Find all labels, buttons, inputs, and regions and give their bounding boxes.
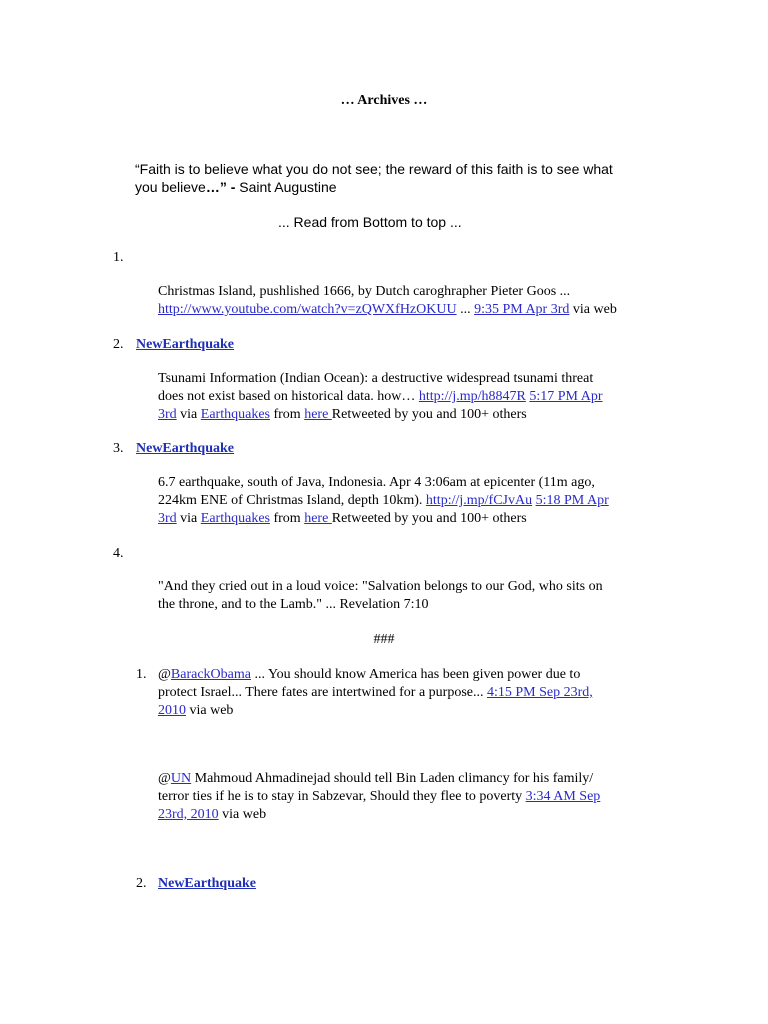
- list-item: [158, 666, 658, 720]
- handle-link[interactable]: NewEarthquake: [136, 441, 235, 456]
- page-title: … Archives …: [340, 93, 428, 108]
- timestamp-link[interactable]: 5:17 PM Apr: [529, 389, 603, 404]
- list-item: [158, 474, 658, 528]
- entry-via: via web: [569, 302, 617, 317]
- entry-line: 6.7 earthquake, south of Java, Indonesia. Apr 4 3:06am at epicenter (11m ago,: [158, 475, 595, 490]
- entry-via: via web: [186, 703, 234, 718]
- list-number: 1.: [113, 250, 124, 265]
- timestamp-link-cont[interactable]: 23rd, 2010: [158, 807, 219, 822]
- list-number: 3.: [113, 441, 124, 456]
- short-link[interactable]: http://j.mp/fCJvAu: [425, 493, 533, 508]
- entry-line: Mahmoud Ahmadinejad should tell Bin Laden climancy for his family/: [191, 771, 594, 786]
- list-item: [158, 283, 658, 319]
- user-link[interactable]: BarackObama: [170, 667, 251, 682]
- timestamp-link[interactable]: 3:34 AM Sep: [525, 789, 601, 804]
- entry-text: Christmas Island, pushlished 1666, by Dutch caroghrapher Pieter Goos ...: [158, 284, 571, 299]
- user-link[interactable]: UN: [170, 771, 192, 786]
- here-link[interactable]: here: [304, 511, 332, 526]
- entry-line: 224km ENE of Christmas Island, depth 10km).: [158, 493, 423, 508]
- entry-via: via: [176, 407, 201, 422]
- list-item: [158, 370, 658, 424]
- timestamp-link-cont[interactable]: 3rd: [158, 407, 177, 422]
- entry-via: via: [176, 511, 201, 526]
- read-note: ... Read from Bottom to top ...: [278, 214, 462, 230]
- entry-line: protect Israel... There fates are intertwined for a purpose...: [158, 685, 484, 700]
- timestamp-link-cont[interactable]: 3rd: [158, 511, 177, 526]
- entry-from: from: [269, 407, 305, 422]
- source-link[interactable]: Earthquakes: [200, 511, 270, 526]
- timestamp-link-cont[interactable]: 2010: [158, 703, 186, 718]
- entry-sep: ...: [456, 302, 475, 317]
- list-item: [158, 770, 658, 824]
- quote-text: you believe: [135, 179, 206, 195]
- list-item: [158, 578, 658, 614]
- list-number: 2.: [136, 876, 147, 891]
- entry-line: terror ties if he is to stay in Sabzevar, Should they flee to poverty: [158, 789, 523, 804]
- quote-line-1: “Faith is to believe what you do not see; the reward of this faith is to see what: [135, 161, 613, 177]
- source-link[interactable]: Earthquakes: [200, 407, 270, 422]
- section-separator: ###: [373, 632, 395, 647]
- timestamp-link[interactable]: 9:35 PM Apr 3rd: [474, 302, 570, 317]
- timestamp-link[interactable]: 4:15 PM Sep 23rd,: [487, 685, 593, 700]
- quote-line-2: [135, 178, 695, 196]
- quote-author: Saint Augustine: [239, 179, 337, 195]
- entry-from: from: [269, 511, 305, 526]
- quote-ellipsis: …”: [205, 179, 227, 195]
- list-number: 2.: [113, 337, 124, 352]
- handle-link[interactable]: NewEarthquake: [158, 876, 257, 891]
- entry-line: "And they cried out in a loud voice: "Salvation belongs to our God, who sits on: [158, 579, 603, 594]
- here-link[interactable]: here: [304, 407, 332, 422]
- entry-line: the throne, and to the Lamb." ... Revelation 7:10: [158, 597, 429, 612]
- retweet-text: Retweeted by you and 100+ others: [331, 511, 527, 526]
- entry-line: does not exist based on historical data. how…: [158, 389, 416, 404]
- at-sign: @: [158, 771, 171, 786]
- retweet-text: Retweeted by you and 100+ others: [331, 407, 527, 422]
- list-number: 1.: [136, 667, 147, 682]
- entry-line: ... You should know America has been given power due to: [250, 667, 581, 682]
- entry-line: Tsunami Information (Indian Ocean): a destructive widespread tsunami threat: [158, 371, 594, 386]
- list-number: 4.: [113, 546, 124, 561]
- handle-link[interactable]: NewEarthquake: [136, 337, 235, 352]
- youtube-link[interactable]: http://www.youtube.com/watch?v=zQWXfHzOKUU: [158, 302, 457, 317]
- quote-block: [135, 160, 695, 196]
- timestamp-link[interactable]: 5:18 PM Apr: [535, 493, 609, 508]
- at-sign: @: [158, 667, 171, 682]
- short-link[interactable]: http://j.mp/h8847R: [418, 389, 526, 404]
- entry-via: via web: [218, 807, 267, 822]
- quote-dash: -: [226, 179, 240, 195]
